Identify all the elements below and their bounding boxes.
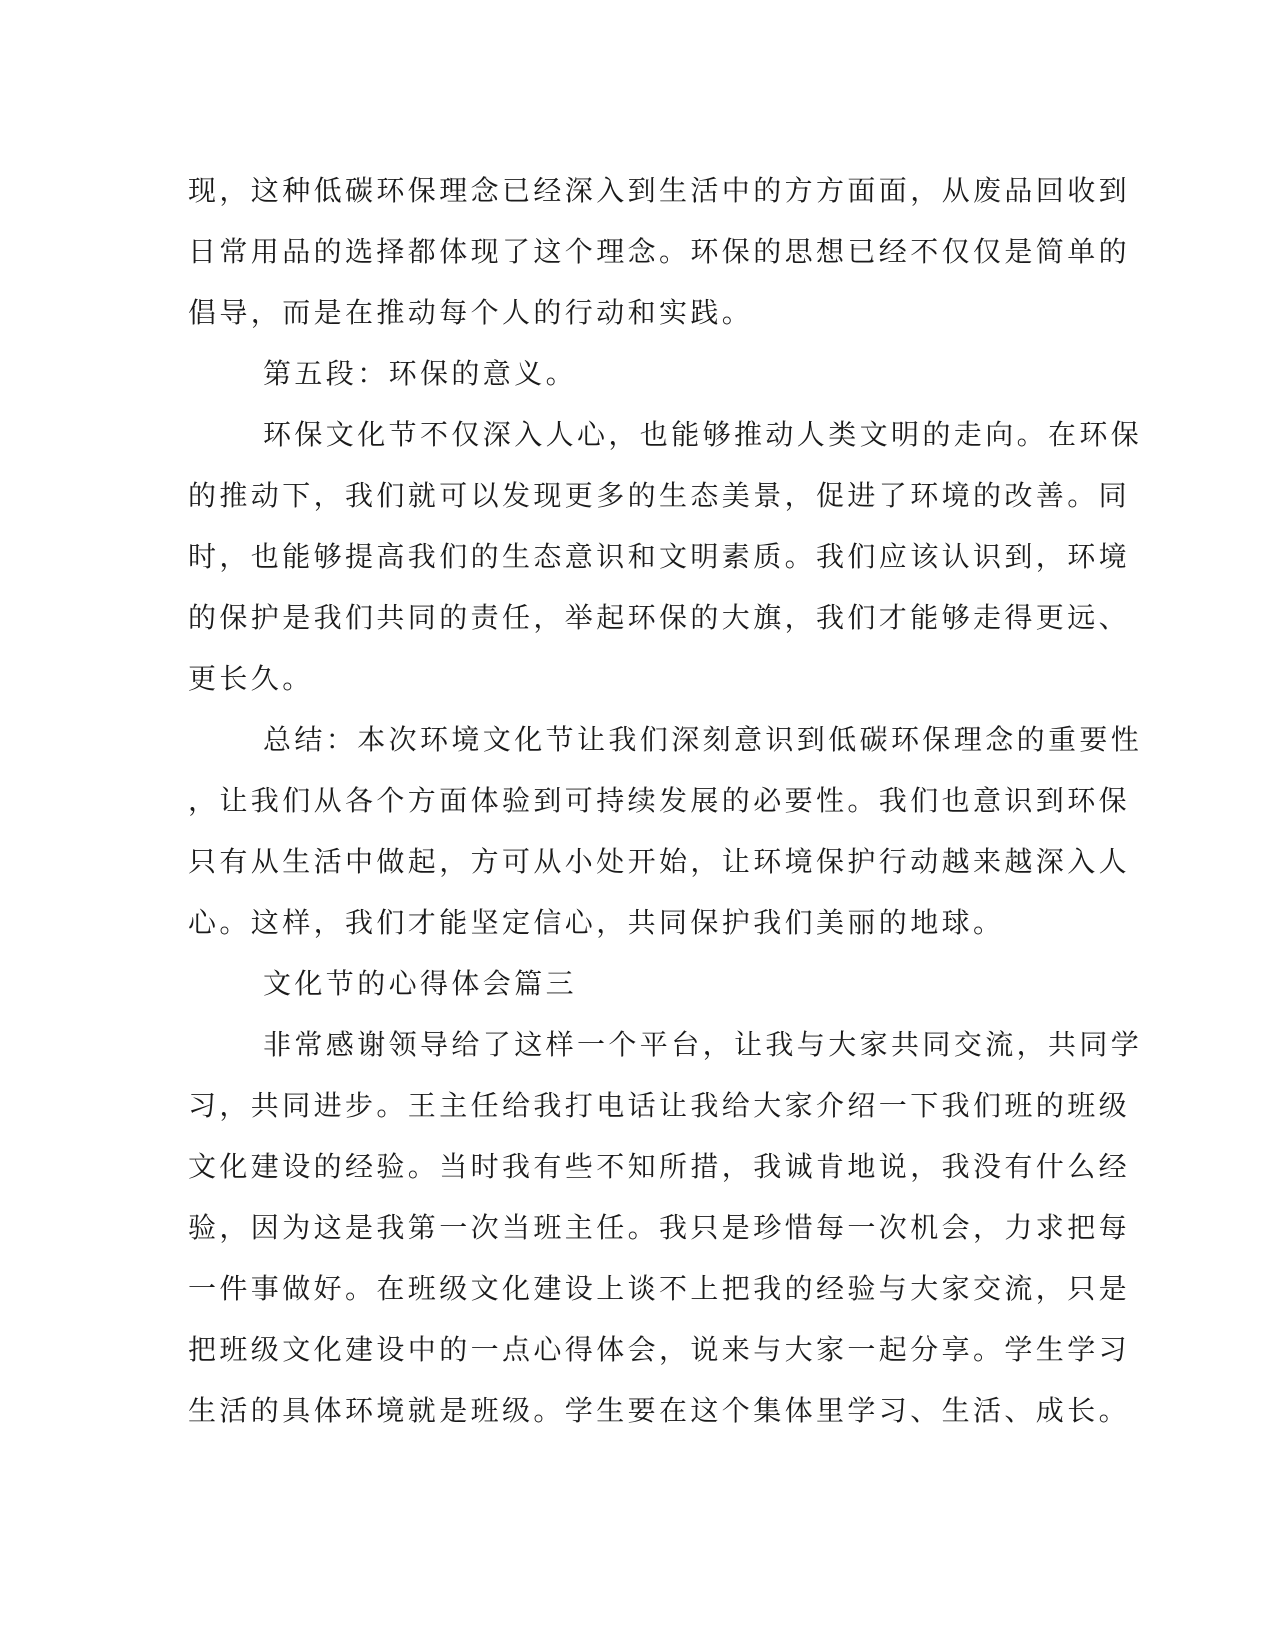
text-line: 心。这样，我们才能坚定信心，共同保护我们美丽的地球。: [188, 906, 1005, 939]
text-line: ，让我们从各个方面体验到可持续发展的必要性。我们也意识到环保: [188, 784, 1131, 817]
document-body: [188, 160, 1143, 1441]
text-line: 环保文化节不仅深入人心，也能够推动人类文明的走向。在环保: [263, 418, 1143, 451]
text-line: 的推动下，我们就可以发现更多的生态美景，促进了环境的改善。同: [188, 479, 1131, 512]
text-line: 日常用品的选择都体现了这个理念。环保的思想已经不仅仅是简单的: [188, 235, 1131, 268]
text-line: 的保护是我们共同的责任，举起环保的大旗，我们才能够走得更远、: [188, 601, 1131, 634]
text-line: 验，因为这是我第一次当班主任。我只是珍惜每一次机会，力求把每: [188, 1211, 1131, 1244]
text-line: 习，共同进步。王主任给我打电话让我给大家介绍一下我们班的班级: [188, 1089, 1131, 1122]
text-line: 把班级文化建设中的一点心得体会，说来与大家一起分享。学生学习: [188, 1333, 1131, 1366]
section-title: 文化节的心得体会篇三: [263, 967, 578, 1000]
text-line: 总结：本次环境文化节让我们深刻意识到低碳环保理念的重要性: [263, 723, 1143, 756]
text-line: 文化建设的经验。当时我有些不知所措，我诚肯地说，我没有什么经: [188, 1150, 1131, 1183]
section-heading: 第五段：环保的意义。: [263, 357, 578, 390]
text-line: 非常感谢领导给了这样一个平台，让我与大家共同交流，共同学: [263, 1028, 1143, 1061]
text-line: 更长久。: [188, 662, 314, 695]
text-line: 生活的具体环境就是班级。学生要在这个集体里学习、生活、成长。: [188, 1394, 1131, 1427]
text-line: 一件事做好。在班级文化建设上谈不上把我的经验与大家交流，只是: [188, 1272, 1131, 1305]
text-line: 现，这种低碳环保理念已经深入到生活中的方方面面，从废品回收到: [188, 174, 1131, 207]
text-line: 倡导，而是在推动每个人的行动和实践。: [188, 296, 754, 329]
text-line: 只有从生活中做起，方可从小处开始，让环境保护行动越来越深入人: [188, 845, 1131, 878]
text-line: 时，也能够提高我们的生态意识和文明素质。我们应该认识到，环境: [188, 540, 1131, 573]
